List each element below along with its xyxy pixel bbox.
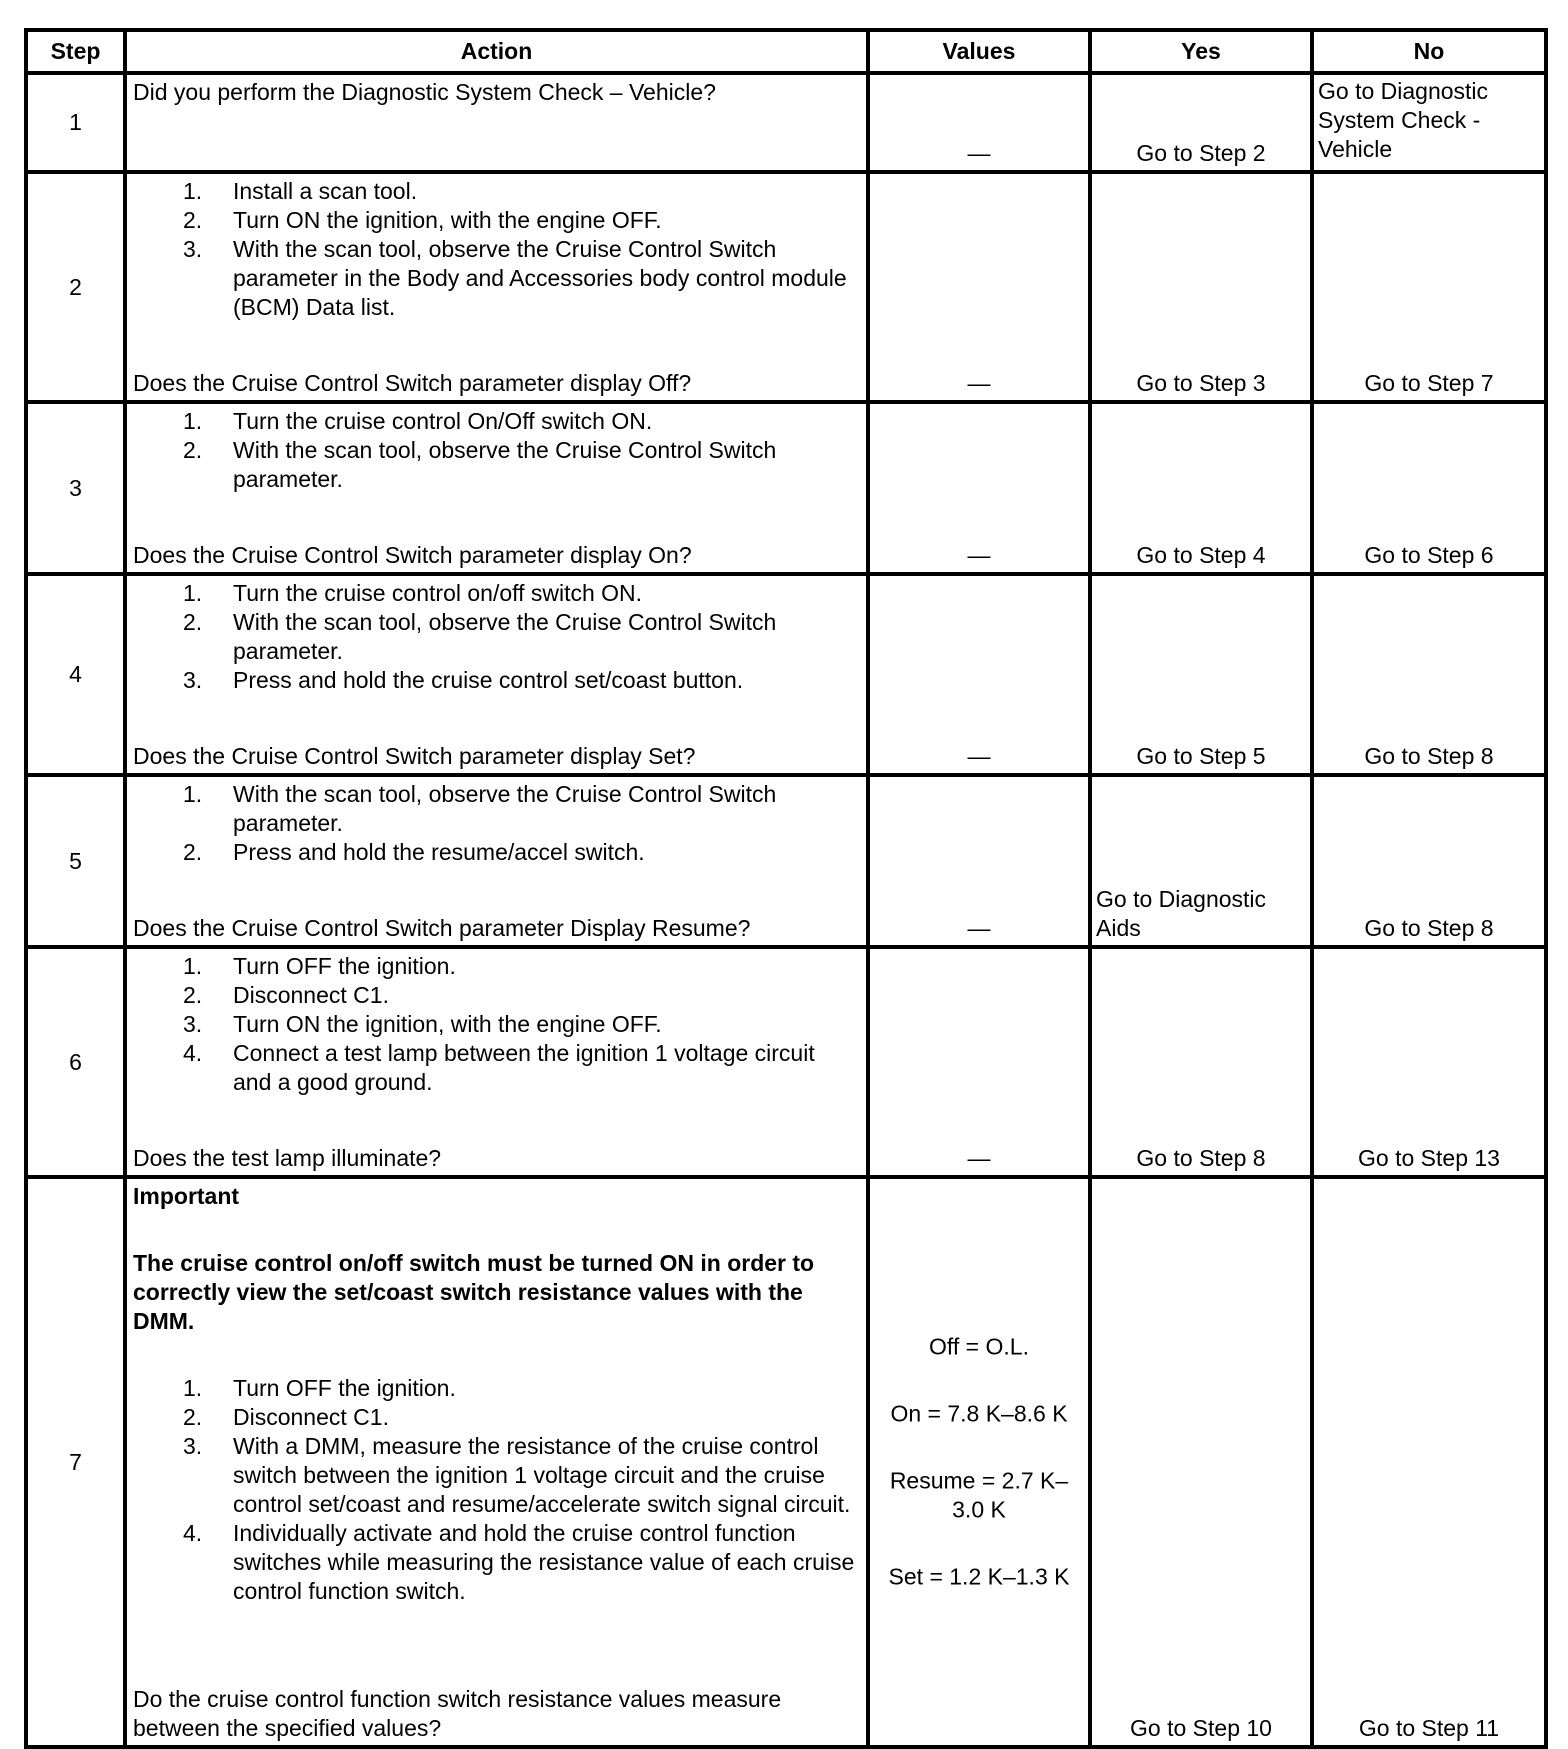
list-item xyxy=(133,952,858,981)
item-number: 3. xyxy=(183,236,203,262)
values-cell xyxy=(868,947,1090,1177)
item-number: 4. xyxy=(183,1040,203,1066)
list-item xyxy=(133,1403,858,1432)
no-cell xyxy=(1312,172,1546,402)
values-cell xyxy=(868,73,1090,172)
item-text: Individually activate and hold the cruise control function switches while measuring the resistance value of each cruise control function switch. xyxy=(233,1520,855,1604)
yes-cell xyxy=(1090,172,1312,402)
list-item xyxy=(133,206,858,235)
list-item xyxy=(133,838,858,867)
values-cell xyxy=(868,1177,1090,1747)
item-number: 1. xyxy=(183,1375,203,1401)
table-row xyxy=(26,947,1546,1177)
action-cell xyxy=(125,402,868,574)
table-row xyxy=(26,73,1546,172)
action-question: Does the test lamp illuminate? xyxy=(133,1145,442,1171)
yes-text: Go to Step 2 xyxy=(1136,140,1266,166)
table-row xyxy=(26,172,1546,402)
item-text: With a DMM, measure the resistance of the cruise control switch between the ignition 1 voltage circuit and the cruise control set/coast and resume/accelerate switch signal circuit. xyxy=(233,1433,851,1517)
action-cell xyxy=(125,574,868,775)
yes-text: Go to Step 8 xyxy=(1136,1145,1266,1171)
table-row xyxy=(26,402,1546,574)
yes-cell xyxy=(1090,1177,1312,1747)
list-item xyxy=(133,436,858,494)
item-text: Press and hold the resume/accel switch. xyxy=(233,839,645,865)
item-text: With the scan tool, observe the Cruise Control Switch parameter in the Body and Accessories body control module (BCM) Data list. xyxy=(233,236,847,320)
item-number: 3. xyxy=(183,1433,203,1459)
item-text: Turn ON the ignition, with the engine OFF. xyxy=(233,1011,662,1037)
item-text: With the scan tool, observe the Cruise Control Switch parameter. xyxy=(233,437,777,492)
action-cell xyxy=(125,73,868,172)
item-text: Turn ON the ignition, with the engine OFF. xyxy=(233,207,662,233)
table-row xyxy=(26,775,1546,947)
values-cell xyxy=(868,574,1090,775)
step-number: 1 xyxy=(26,73,125,172)
values-cell xyxy=(868,402,1090,574)
list-item xyxy=(133,579,858,608)
value-on: On = 7.8 K–8.6 K xyxy=(890,1400,1068,1427)
no-cell xyxy=(1312,73,1546,172)
values-list xyxy=(870,1333,1088,1592)
action-cell xyxy=(125,947,868,1177)
step-number: 6 xyxy=(26,947,125,1177)
item-number: 1. xyxy=(183,408,203,434)
no-text: Go to Step 7 xyxy=(1364,370,1494,396)
action-question: Did you perform the Diagnostic System Check – Vehicle? xyxy=(133,79,716,105)
no-text: Go to Step 6 xyxy=(1364,542,1494,568)
header-no: No xyxy=(1312,30,1546,73)
item-text: With the scan tool, observe the Cruise Control Switch parameter. xyxy=(233,609,777,664)
item-text: Disconnect C1. xyxy=(233,1404,389,1430)
list-item xyxy=(133,666,858,695)
value-resume: Resume = 2.7 K–3.0 K xyxy=(889,1467,1069,1523)
no-text: Go to Step 8 xyxy=(1364,743,1494,769)
no-text: Go to Step 13 xyxy=(1358,1145,1500,1171)
item-number: 1. xyxy=(183,781,203,807)
item-number: 2. xyxy=(183,1404,203,1430)
value-set: Set = 1.2 K–1.3 K xyxy=(888,1563,1070,1590)
item-number: 1. xyxy=(183,580,203,606)
header-step: Step xyxy=(26,30,125,73)
list-item xyxy=(133,981,858,1010)
action-cell xyxy=(125,172,868,402)
header-row xyxy=(26,30,1546,73)
no-cell xyxy=(1312,947,1546,1177)
list-item xyxy=(133,608,858,666)
value-text: — xyxy=(967,542,991,568)
item-text: Connect a test lamp between the ignition 1 voltage circuit and a good ground. xyxy=(233,1040,815,1095)
values-cell xyxy=(868,172,1090,402)
action-steps xyxy=(133,407,858,494)
item-text: Install a scan tool. xyxy=(233,178,418,204)
action-steps xyxy=(133,579,858,695)
list-item xyxy=(133,177,858,206)
item-number: 2. xyxy=(183,839,203,865)
yes-text: Go to Step 10 xyxy=(1130,1715,1272,1741)
step-number: 2 xyxy=(26,172,125,402)
item-text: Turn OFF the ignition. xyxy=(233,953,456,979)
values-cell xyxy=(868,775,1090,947)
item-number: 1. xyxy=(183,953,203,979)
item-text: Disconnect C1. xyxy=(233,982,389,1008)
header-values: Values xyxy=(868,30,1090,73)
item-number: 2. xyxy=(183,437,203,463)
header-action: Action xyxy=(125,30,868,73)
item-number: 3. xyxy=(183,667,203,693)
value-text: — xyxy=(967,915,991,941)
item-text: Turn OFF the ignition. xyxy=(233,1375,456,1401)
no-cell xyxy=(1312,775,1546,947)
step-number: 7 xyxy=(26,1177,125,1747)
value-off: Off = O.L. xyxy=(929,1333,1029,1360)
action-cell xyxy=(125,1177,868,1747)
yes-cell xyxy=(1090,73,1312,172)
table-row xyxy=(26,574,1546,775)
yes-text: Go to Step 4 xyxy=(1136,542,1266,568)
value-text: — xyxy=(967,370,991,396)
step-number: 5 xyxy=(26,775,125,947)
list-item xyxy=(133,235,858,322)
yes-cell xyxy=(1090,574,1312,775)
item-number: 2. xyxy=(183,982,203,1008)
table-row xyxy=(26,1177,1546,1747)
item-text: Turn the cruise control on/off switch ON. xyxy=(233,580,643,606)
no-cell xyxy=(1312,1177,1546,1747)
header-yes: Yes xyxy=(1090,30,1312,73)
item-number: 2. xyxy=(183,207,203,233)
item-number: 3. xyxy=(183,1011,203,1037)
list-item xyxy=(133,407,858,436)
yes-cell xyxy=(1090,775,1312,947)
action-question: Does the Cruise Control Switch parameter display Off? xyxy=(133,370,692,396)
action-steps xyxy=(133,177,858,322)
value-text: — xyxy=(967,140,991,166)
no-cell xyxy=(1312,402,1546,574)
list-item xyxy=(133,780,858,838)
diagnostic-table xyxy=(24,28,1548,1749)
list-item xyxy=(133,1519,858,1606)
important-title: Important xyxy=(133,1183,240,1209)
yes-cell xyxy=(1090,402,1312,574)
step-number: 3 xyxy=(26,402,125,574)
action-steps xyxy=(133,780,858,867)
action-question: Does the Cruise Control Switch parameter display On? xyxy=(133,542,692,568)
value-text: — xyxy=(967,1145,991,1171)
step-number: 4 xyxy=(26,574,125,775)
action-cell xyxy=(125,775,868,947)
list-item xyxy=(133,1432,858,1519)
no-text: Go to Step 11 xyxy=(1358,1715,1500,1741)
item-number: 2. xyxy=(183,609,203,635)
item-text: Press and hold the cruise control set/coast button. xyxy=(233,667,744,693)
no-text: Go to Diagnostic System Check - Vehicle xyxy=(1318,78,1489,162)
action-question: Does the Cruise Control Switch parameter Display Resume? xyxy=(133,915,751,941)
yes-cell xyxy=(1090,947,1312,1177)
item-number: 4. xyxy=(183,1520,203,1546)
no-cell xyxy=(1312,574,1546,775)
list-item xyxy=(133,1010,858,1039)
important-text: The cruise control on/off switch must be turned ON in order to correctly view the set/coast switch resistance values with the DMM. xyxy=(133,1250,815,1334)
yes-text: Go to Diagnostic Aids xyxy=(1096,886,1267,941)
no-text: Go to Step 8 xyxy=(1364,915,1494,941)
item-number: 1. xyxy=(183,178,203,204)
action-question: Does the Cruise Control Switch parameter display Set? xyxy=(133,743,696,769)
item-text: With the scan tool, observe the Cruise Control Switch parameter. xyxy=(233,781,777,836)
action-steps xyxy=(133,952,858,1097)
action-question: Do the cruise control function switch resistance values measure between the specified values? xyxy=(133,1686,782,1741)
diagnostic-table-container xyxy=(24,28,1544,1749)
yes-text: Go to Step 3 xyxy=(1136,370,1266,396)
list-item xyxy=(133,1039,858,1097)
item-text: Turn the cruise control On/Off switch ON. xyxy=(233,408,653,434)
action-steps xyxy=(133,1374,858,1606)
yes-text: Go to Step 5 xyxy=(1136,743,1266,769)
list-item xyxy=(133,1374,858,1403)
value-text: — xyxy=(967,743,991,769)
